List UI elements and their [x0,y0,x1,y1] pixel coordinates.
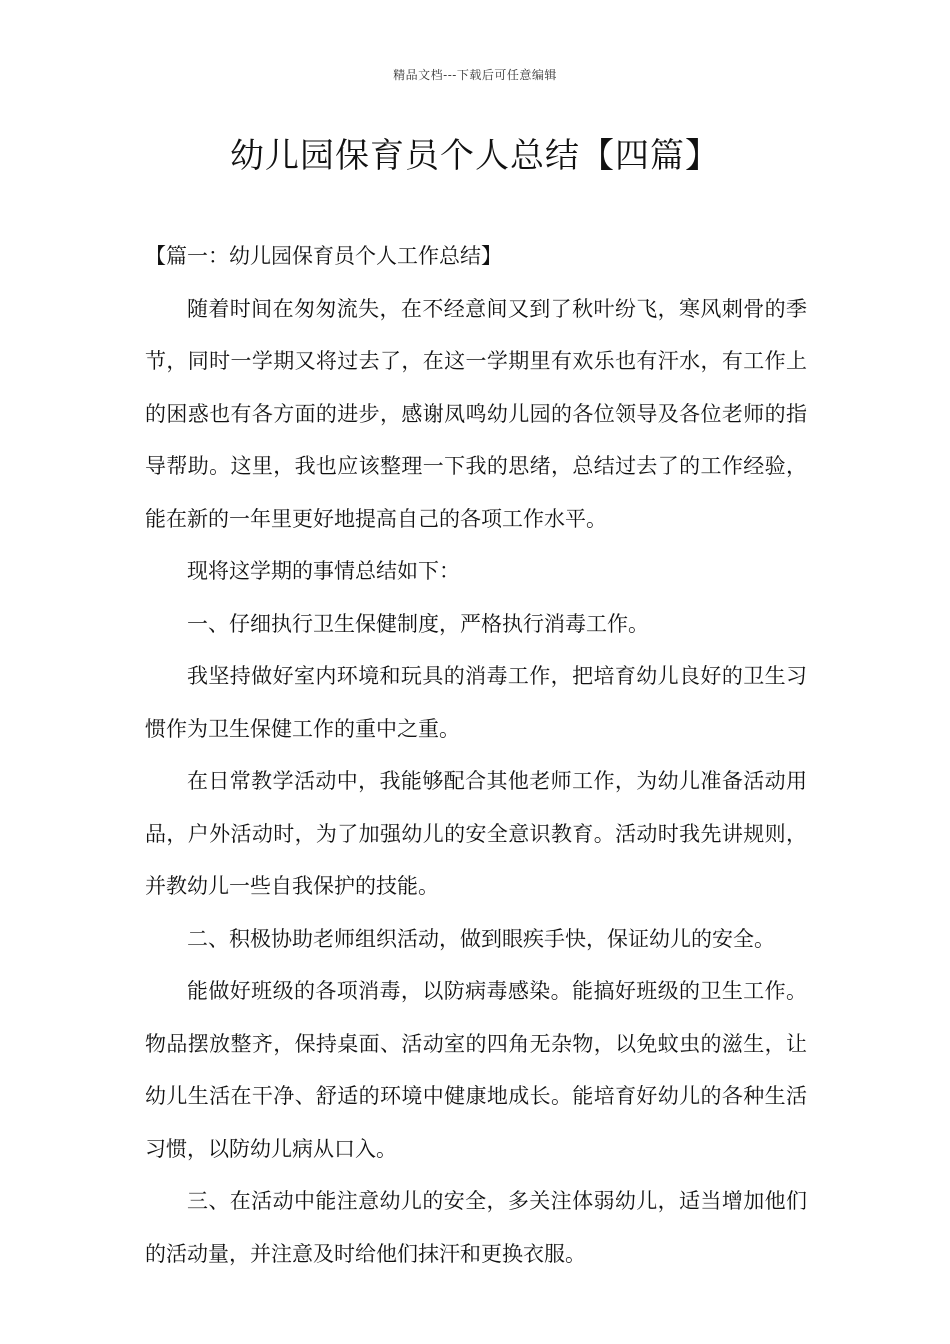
paragraph: 在日常教学活动中，我能够配合其他老师工作，为幼儿准备活动用品，户外活动时，为了加强幼儿的安全意识教育。活动时我先讲规则，并教幼儿一些自我保护的技能。 [145,769,807,898]
paragraph: 随着时间在匆匆流失，在不经意间又到了秋叶纷飞，寒风刺骨的季节，同时一学期又将过去了，在这一学期里有欢乐也有汗水，有工作上的困惑也有各方面的进步，感谢凤鸣幼儿园的各位领导及各位老师的指导帮助。这里，我也应该整理一下我的思绪，总结过去了的工作经验，能在新的一年里更好地提高自己的各项工作水平。 [145,296,807,531]
paragraph: 现将这学期的事情总结如下： [187,559,460,583]
numbered-point: 二、积极协助老师组织活动，做到眼疾手快，保证幼儿的安全。 [187,926,775,951]
document-title: 幼儿园保育员个人总结【四篇】 [230,136,720,176]
section-heading: 【篇一：幼儿园保育员个人工作总结】 [145,244,502,268]
numbered-point: 三、在活动中能注意幼儿的安全，多关注体弱幼儿，适当增加他们的活动量，并注意及时给他们抹汗和更换衣服。 [145,1189,807,1266]
document-body [145,230,807,1280]
paragraph: 能做好班级的各项消毒，以防病毒感染。能搞好班级的卫生工作。物品摆放整齐，保持桌面、活动室的四角无杂物，以免蚊虫的滋生，让幼儿生活在干净、舒适的环境中健康地成长。能培育好幼儿的各种生活习惯，以防幼儿病从口入。 [145,979,807,1161]
header-note: 精品文档---下载后可任意编辑 [393,68,557,82]
numbered-point: 一、仔细执行卫生保健制度，严格执行消毒工作。 [187,611,649,636]
paragraph: 我坚持做好室内环境和玩具的消毒工作，把培育幼儿良好的卫生习惯作为卫生保健工作的重中之重。 [145,664,807,741]
